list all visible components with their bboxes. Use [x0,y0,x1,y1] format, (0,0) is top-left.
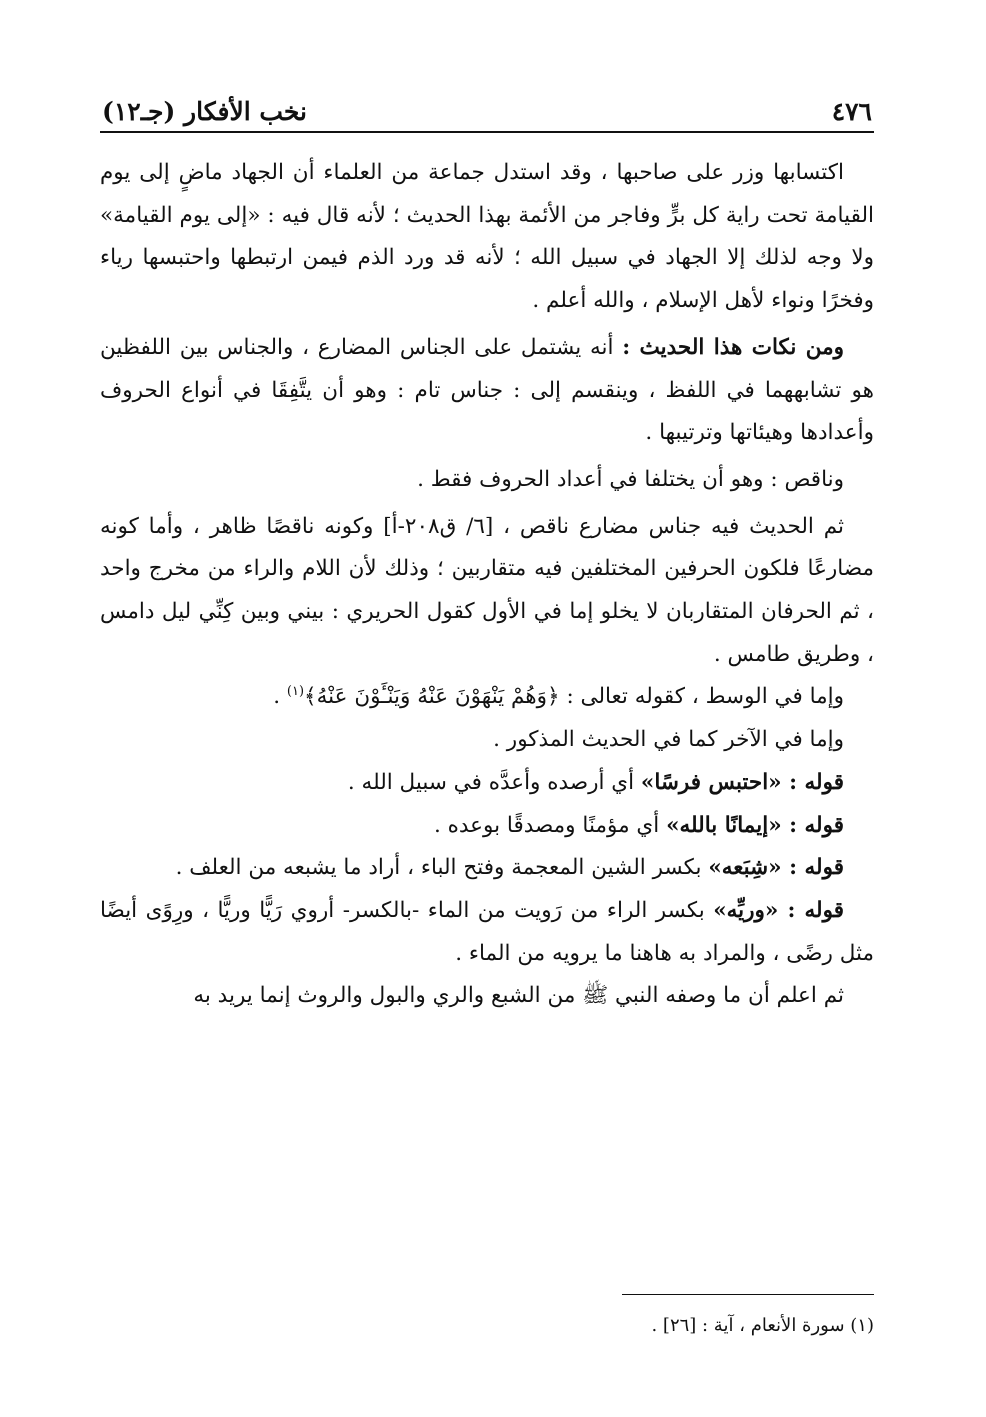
page-number: ٤٧٦ [831,97,872,126]
paragraph-5 [100,676,874,719]
paragraph-text: أي مؤمنًا ومصدقًا بوعده . [433,812,667,838]
footnote-marker[interactable]: (١) [286,684,305,700]
paragraph-text: ثم الحديث فيه جناس مضارع ناقص ، [٦/ ق٢٠٨-أ] وكونه ناقصًا ظاهر ، وأما كونه مضارعًا فلكون الحرفين المختلفين فيه متقاربين ؛ وذلك لأن اللام والراء من مخرج واحد ، ثم الحرفان المتقاربان لا يخلو إما في الأول كقول الحريري : بيني وبين كِنِّي ليل دامس ، وطريق طامس . [100,513,874,667]
footnote: (١) سورة الأنعام ، آية : [٢٦] . [651,1315,874,1336]
paragraph-lead: قوله : «إيمانًا بالله» [666,812,844,838]
running-header [102,86,872,126]
book-title: نخب الأفكار (جـ١٢) [102,97,308,126]
paragraph-text: وإما في الآخر كما في الحديث المذكور . [493,727,844,753]
paragraph-text: بكسر الراء من رَويت من الماء -بالكسر- أروي رَيًّا وريًّا ، ورِوًى أيضًا مثل رضًى ، والمراد به هاهنا ما يرويه من الماء . [100,897,874,966]
paragraph-3 [100,459,874,502]
paragraph-text: اكتسابها وزر على صاحبها ، وقد استدل جماعة من العلماء أن الجهاد ماضٍ إلى يوم القيامة تحت راية كل برٍّ وفاجر من الأئمة بهذا الحديث ؛ لأنه قال فيه : «إلى يوم القيامة» ولا وجه لذلك إلا الجهاد في سبيل الله ؛ لأنه قد ورد الذم فيمن ارتبطها واحتبسها رياء وفخرًا ونواء لأهل الإسلام ، والله أعلم . [100,160,874,314]
paragraph-text: ثم اعلم أن ما وصفه النبي ﷺ من الشبع والري والبول والروث إنما يريد به [193,983,844,1009]
paragraph-8 [100,805,874,848]
paragraph-tail: . [273,684,287,710]
paragraph-text: بكسر الشين المعجمة وفتح الباء ، أراد ما يشبعه من العلف . [175,855,709,881]
paragraph-lead: قوله : «شِبَعه» [708,855,844,881]
header-rule [100,131,874,133]
paragraph-10 [100,890,874,975]
paragraph-4 [100,506,874,677]
quran-verse: وإما في الوسط ، كقوله تعالى : ﴿وَهُمْ يَنْهَوْنَ عَنْهُ وَيَنْـَٔوْنَ عَنْهُ﴾ [304,684,844,710]
paragraph-text: أنه يشتمل على الجناس المضارع ، والجناس بين اللفظين هو تشابههما في اللفظ ، وينقسم إلى : جناس تام : وهو أن يتَّفِقَا في أنواع الحروف وأعدادها وهيئاتها وترتيبها . [100,334,874,446]
paragraph-7 [100,762,874,805]
paragraph-1 [100,152,874,323]
paragraph-lead: ومن نكات هذا الحديث : [622,334,845,360]
paragraph-11 [100,975,874,1018]
paragraph-text: وناقص : وهو أن يختلفا في أعداد الحروف فقط . [417,466,844,492]
main-text [100,152,874,1018]
paragraph-text: أي أرصده وأعدَّه في سبيل الله . [347,769,641,795]
footnote-rule [622,1294,874,1295]
paragraph-6 [100,719,874,762]
paragraph-lead: قوله : «احتبس فرسًا» [640,769,844,795]
paragraph-2 [100,327,874,455]
paragraph-9 [100,847,874,890]
paragraph-lead: قوله : «وريِّه» [713,897,844,923]
